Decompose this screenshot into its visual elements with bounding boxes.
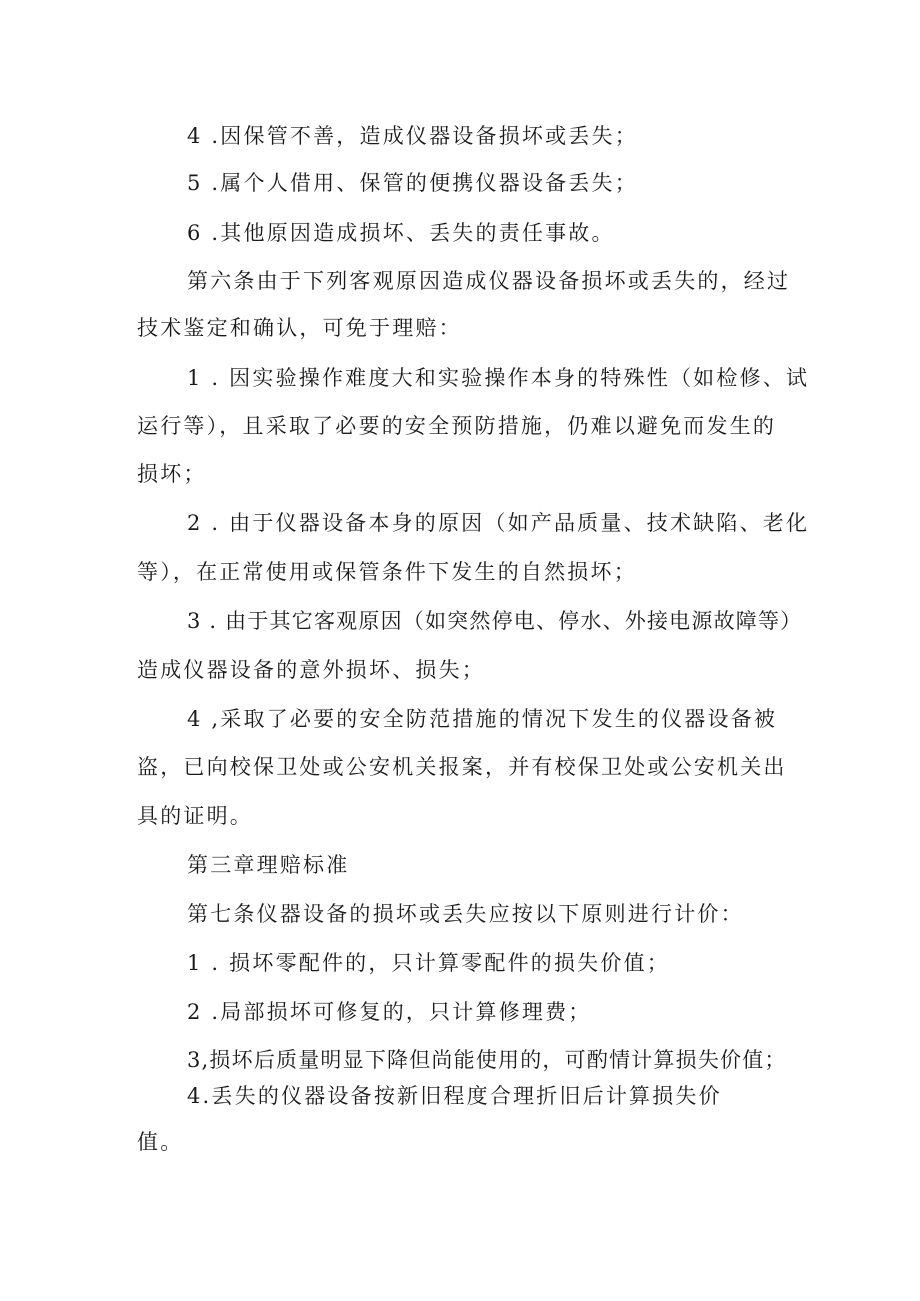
text-line: 4.丢失的仪器设备按新旧程度合理折旧后计算损失价 [187, 1084, 722, 1108]
text-line: 具的证明。 [137, 804, 253, 828]
text-line: 运行等），且采取了必要的安全预防措施，仍难以避免而发生的 [137, 414, 777, 438]
text-line: 等），在正常使用或保管条件下发生的自然损坏； [137, 560, 637, 584]
text-line: 造成仪器设备的意外损坏、损失； [137, 658, 485, 682]
text-line: 技术鉴定和确认，可免于理赔： [137, 316, 462, 340]
text-line: 4 ,采取了必要的安全防范措施的情况下发生的仪器设备被 [187, 707, 778, 731]
text-line: 3 . 由于其它客观原因（如突然停电、停水、外接电源故障等） [187, 609, 803, 633]
text-line: 损坏； [137, 462, 207, 486]
text-line: 1 . 损坏零配件的，只计算零配件的损失价值； [187, 951, 670, 975]
text-line: 第七条仪器设备的损坏或丢失应按以下原则进行计价： [187, 902, 744, 926]
text-line: 6 .其他原因造成损坏、丢失的责任事故。 [187, 221, 615, 245]
text-line: 2 . 由于仪器设备本身的原因（如产品质量、技术缺陷、老化 [187, 511, 810, 535]
text-line: 5 .属个人借用、保管的便携仪器设备丢失； [187, 171, 638, 195]
text-line: 2 .局部损坏可修复的，只计算修理费； [187, 1000, 592, 1024]
section-heading: 第三章理赔标准 [187, 853, 350, 877]
text-line: 4 .因保管不善，造成仪器设备损坏或丢失； [187, 124, 638, 148]
text-line: 第六条由于下列客观原因造成仪器设备损坏或丢失的，经过 [187, 269, 791, 293]
text-line: 3,损坏后质量明显下降但尚能使用的，可酌情计算损失价值； [187, 1048, 787, 1072]
text-line: 值。 [137, 1130, 184, 1154]
text-line: 盗，已向校保卫处或公安机关报案，并有校保卫处或公安机关出 [137, 755, 787, 779]
text-line: 1 . 因实验操作难度大和实验操作本身的特殊性（如检修、试 [187, 366, 810, 390]
